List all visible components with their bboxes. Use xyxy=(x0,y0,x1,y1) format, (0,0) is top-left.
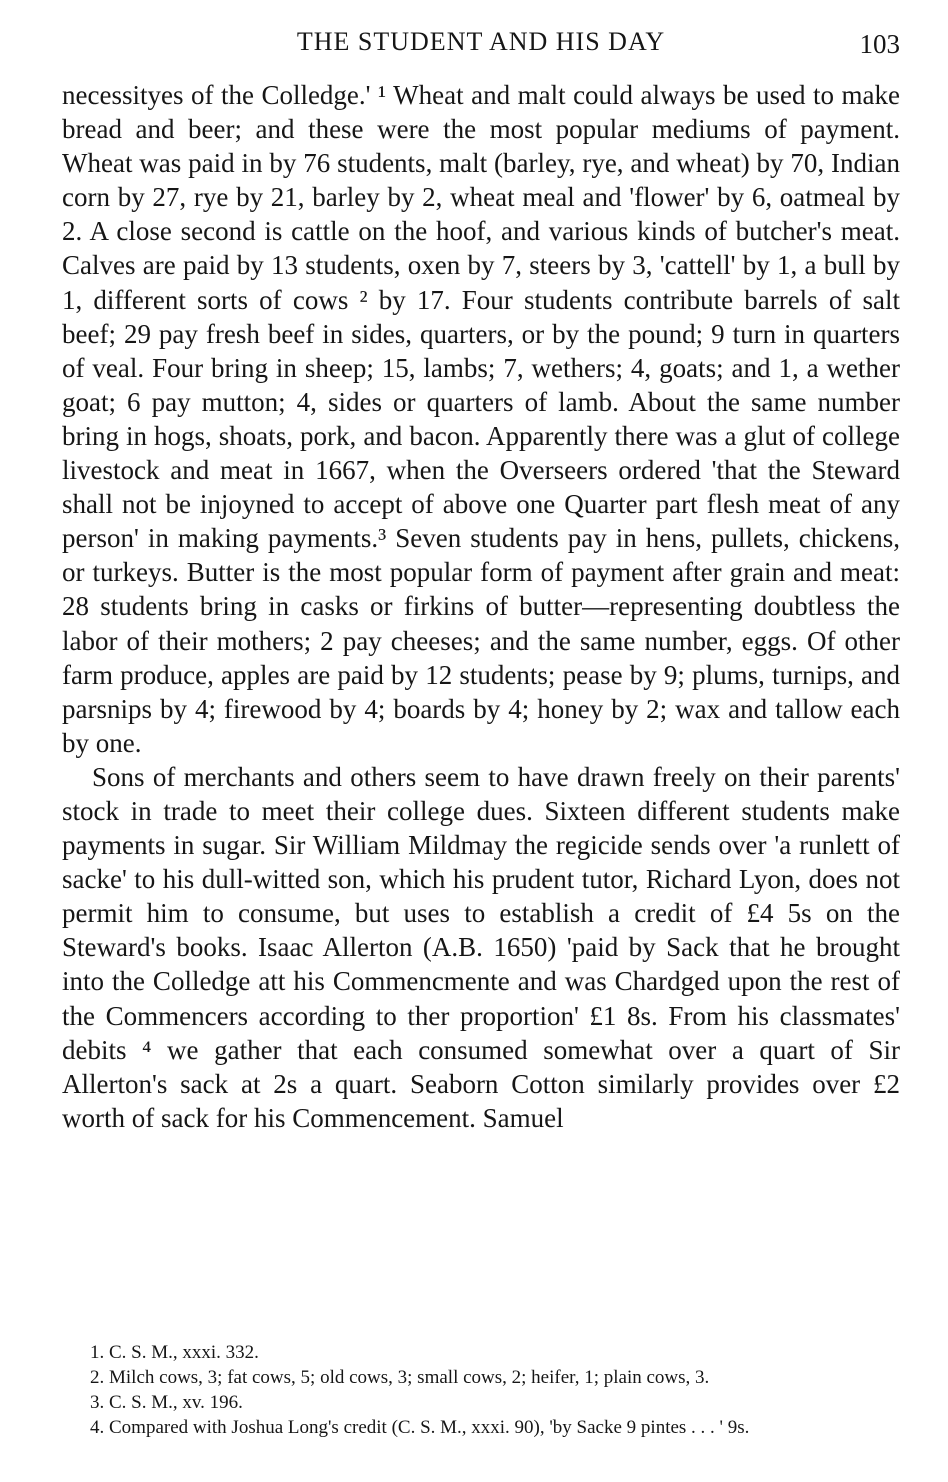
running-head: THE STUDENT AND HIS DAY xyxy=(296,27,666,56)
footnote-3: 3. C. S. M., xv. 196. xyxy=(90,1392,243,1413)
footnotes xyxy=(62,1340,900,1440)
footnote-2: 2. Milch cows, 3; fat cows, 5; old cows, 3; small cows, 2; heifer, 1; plain cows, 3. xyxy=(90,1367,710,1388)
paragraph-1: necessityes of the Colledge.' ¹ Wheat and malt could always be used to make bread and beer; and these were the most popular mediums of payment. Wheat was paid in by 76 students, malt (barley, rye, and wheat) by 70, Indian corn by 27, rye by 21, barley by 2, wheat meal and 'flower' by 6, oatmeal by 2. A close second is cattle on the hoof, and various kinds of butcher's meat. Calves are paid by 13 students, oxen by 7, steers by 3, 'cattell' by 1, a bull by 1, different sorts of cows ² by 17. Four students contribute barrels of salt beef; 29 pay fresh beef in sides, quarters, or by the pound; 9 turn in quarters of veal. Four bring in sheep; 15, lambs; 7, wethers; 4, goats; and 1, a wether goat; 6 pay mutton; 4, sides or quarters of lamb. About the same number bring in hogs, shoats, pork, and bacon. Apparently there was a glut of college livestock and meat in 1667, when the Overseers ordered 'that the Steward shall not be injoyned to accept of above one Quarter part flesh meat of any person' in making payments.³ Seven students pay in hens, pullets, chickens, or turkeys. Butter is the most popular form of payment after grain and meat: 28 students bring in casks or firkins of butter—representing doubtless the labor of their mothers; 2 pay cheeses; and the same number, eggs. Of other farm produce, apples are paid by 12 students; pease by 9; plums, turnips, and parsnips by 4; firewood by 4; boards by 4; honey by 2; wax and tallow each by one. xyxy=(62,80,900,758)
body-text xyxy=(62,78,900,1135)
page-header xyxy=(62,22,900,62)
page-number: 103 xyxy=(859,29,900,59)
paragraph-2: Sons of merchants and others seem to have drawn freely on their parents' stock in trade to meet their college dues. Sixteen different students make payments in sugar. Sir William Mildmay the regicide sends over 'a runlett of sacke' to his dull-witted son, which his prudent tutor, Richard Lyon, does not permit him to consume, but uses to establish a credit of £4 5s on the Steward's books. Isaac Allerton (A.B. 1650) 'paid by Sack that he brought into the Colledge att his Commencmente and was Chardged upon the rest of the Commencers according to ther proportion' £1 8s. From his classmates' debits ⁴ we gather that each consumed somewhat over a quart of Sir Allerton's sack at 2s a quart. Seaborn Cotton similarly provides over £2 worth of sack for his Commencement. Samuel xyxy=(62,761,900,1133)
footnote-4: 4. Compared with Joshua Long's credit (C. S. M., xxxi. 90), 'by Sacke 9 pintes . . . ' 9s. xyxy=(90,1417,750,1438)
footnote-1: 1. C. S. M., xxxi. 332. xyxy=(90,1342,259,1363)
